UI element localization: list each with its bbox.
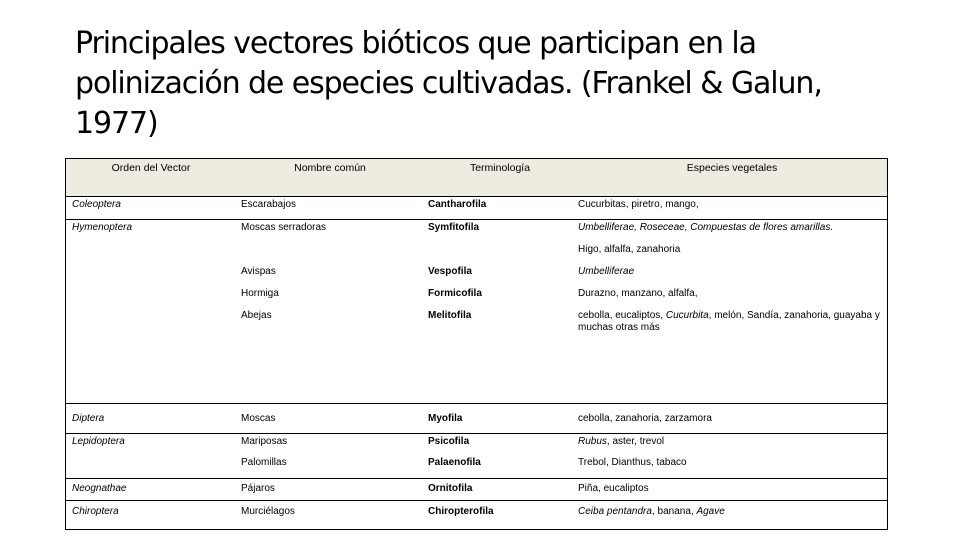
cell-especies: Piña, eucaliptos xyxy=(578,483,649,494)
row-divider xyxy=(66,196,887,197)
cell-especies: Cucurbitas, piretro, mango, xyxy=(578,199,699,210)
cell-orden: Neognathae xyxy=(72,483,127,494)
cell-especies: cebolla, zanahoria, zarzamora xyxy=(578,413,712,424)
cell-term: Cantharofila xyxy=(428,199,487,210)
row-divider xyxy=(66,478,887,479)
cell-term: Myofila xyxy=(428,413,463,424)
especies-text: , aster, trevol xyxy=(606,436,665,447)
cell-orden: Coleoptera xyxy=(72,199,121,210)
cell-nombre: Escarabajos xyxy=(241,199,297,210)
cell-orden: Lepidoptera xyxy=(72,436,125,447)
cell-term: Vespofila xyxy=(428,266,472,277)
cell-nombre: Abejas xyxy=(241,310,272,321)
especies-italic: Agave xyxy=(696,506,725,517)
cell-nombre: Palomillas xyxy=(241,457,287,468)
especies-text: , banana, xyxy=(651,506,697,517)
row-divider xyxy=(66,403,887,404)
cell-orden: Chiroptera xyxy=(72,506,119,517)
cell-especies: Durazno, manzano, alfalfa, xyxy=(578,288,698,299)
header-nombre: Nombre común xyxy=(294,162,366,174)
cell-nombre: Moscas serradoras xyxy=(241,222,327,233)
cell-term: Formicofila xyxy=(428,288,482,299)
cell-term: Ornitofila xyxy=(428,483,473,494)
header-orden: Orden del Vector xyxy=(111,162,191,174)
cell-nombre: Mariposas xyxy=(241,436,288,447)
cell-especies: Umbelliferae xyxy=(578,266,635,277)
cell-especies-extra: Higo, alfalfa, zanahoria xyxy=(578,244,681,255)
title-line-1: Principales vectores bióticos que participan en la xyxy=(75,26,756,61)
cell-term: Chiropterofila xyxy=(428,506,494,517)
cell-especies xyxy=(578,310,886,334)
title-line-3: 1977) xyxy=(75,106,158,141)
cell-term: Melitofila xyxy=(428,310,472,321)
cell-nombre: Murciélagos xyxy=(241,506,295,517)
cell-nombre: Hormiga xyxy=(241,288,279,299)
header-especies: Especies vegetales xyxy=(686,162,778,174)
title-line-2: polinización de especies cultivadas. (Frankel & Galun, xyxy=(75,66,822,101)
cell-nombre: Pájaros xyxy=(241,483,275,494)
cell-orden: Hymenoptera xyxy=(72,222,133,233)
cell-term: Psicofila xyxy=(428,436,470,447)
cell-especies: Umbelliferae, Roseceae, Compuestas de flores amarillas. xyxy=(578,222,834,233)
cell-especies: Trebol, Dianthus, tabaco xyxy=(578,457,687,468)
header-terminologia: Terminología xyxy=(469,162,531,174)
cell-orden: Diptera xyxy=(72,413,105,424)
row-divider xyxy=(66,219,887,220)
cell-term: Palaenofila xyxy=(428,457,481,468)
cell-term: Symfitofila xyxy=(428,222,480,233)
especies-italic: Ceiba pentandra xyxy=(578,506,652,517)
cell-especies xyxy=(578,506,725,518)
slide-title xyxy=(75,24,895,144)
pollination-vectors-table xyxy=(65,158,888,530)
especies-italic: Rubus xyxy=(578,436,607,447)
row-divider xyxy=(66,433,887,434)
cell-nombre: Avispas xyxy=(241,266,276,277)
especies-text: cebolla, eucaliptos, xyxy=(578,310,666,321)
especies-text: , melón, Sandía, zanahoria, guayaba y muchas otras más xyxy=(578,310,880,333)
cell-especies xyxy=(578,436,664,448)
row-divider xyxy=(66,500,887,501)
especies-italic: Cucurbita xyxy=(665,310,709,321)
cell-nombre: Moscas xyxy=(241,413,276,424)
